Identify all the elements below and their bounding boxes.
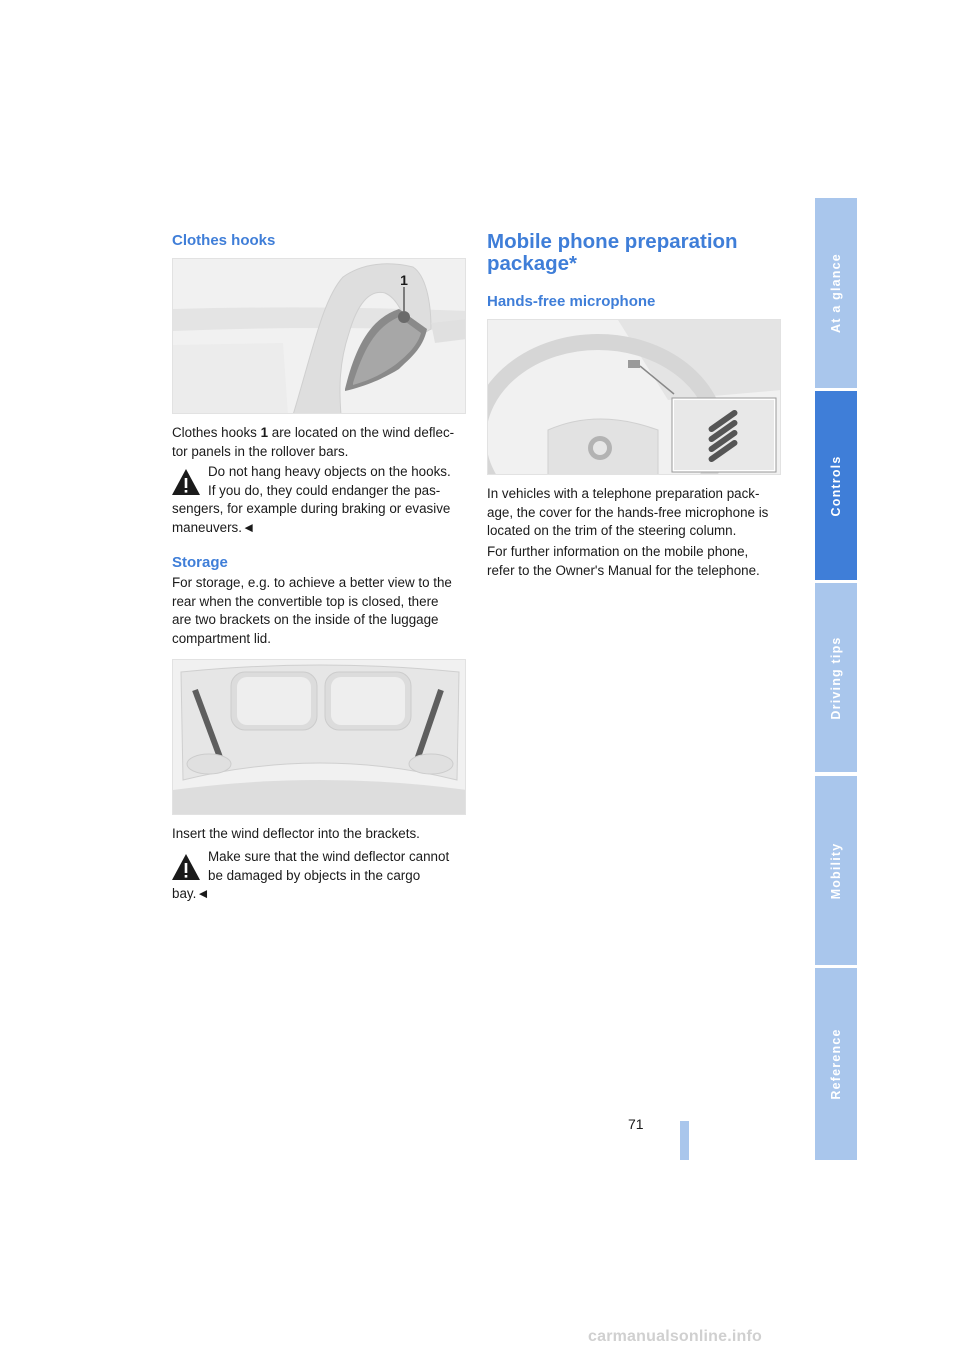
warning-end-marker: ◄ [241, 519, 256, 535]
storage-figure [172, 659, 466, 815]
watermark: carmanualsonline.info [588, 1328, 763, 1345]
figure-label-1: 1 [400, 272, 408, 288]
tab-reference[interactable]: Reference [815, 968, 857, 1160]
tab-mobility[interactable]: Mobility [815, 776, 857, 965]
warning-end-marker-2: ◄ [196, 886, 210, 902]
tab-driving-tips[interactable]: Driving tips [815, 583, 857, 772]
microphone-figure [487, 319, 781, 475]
luggage-lid-illustration [173, 660, 466, 815]
microphone-body: In vehicles with a telephone preparation pack- age, the cover for the hands-free microphone is located on the trim of the steering column. [487, 486, 769, 539]
page-number: 71 [628, 1116, 644, 1132]
storage-body: For storage, e.g. to achieve a better view to the rear when the convertible top is closed, there are two brackets on the inside of the luggage compartment lid. [172, 575, 452, 646]
tab-at-a-glance[interactable]: At a glance [815, 198, 857, 388]
clothes-hooks-warning: Do not hang heavy objects on the hooks. If you do, they could endanger the pas- sengers, for example during braking or evasive maneuvers.◄ [172, 464, 451, 535]
storage-caption: Insert the wind deflector into the brackets. [172, 826, 420, 841]
clothes-hooks-body: Clothes hooks 1 are located on the wind deflec- tor panels in the rollover bars. [172, 425, 455, 459]
page-number-bar [680, 1121, 689, 1160]
clothes-hooks-heading: Clothes hooks [172, 232, 276, 249]
steering-wheel-illustration [488, 320, 781, 475]
hands-free-microphone-heading: Hands-free microphone [487, 293, 656, 310]
side-tab-bar [815, 198, 857, 1160]
microphone-body-2: For further information on the mobile phone, refer to the Owner's Manual for the telephone. [487, 544, 760, 578]
storage-heading: Storage [172, 554, 228, 571]
clothes-hooks-illustration [173, 259, 466, 414]
section-title: Mobile phone preparation package* [487, 230, 738, 275]
clothes-hooks-figure [172, 258, 466, 414]
storage-warning: Make sure that the wind deflector cannot be damaged by objects in the cargo bay.◄ [172, 849, 450, 902]
tab-controls[interactable]: Controls [815, 391, 857, 580]
